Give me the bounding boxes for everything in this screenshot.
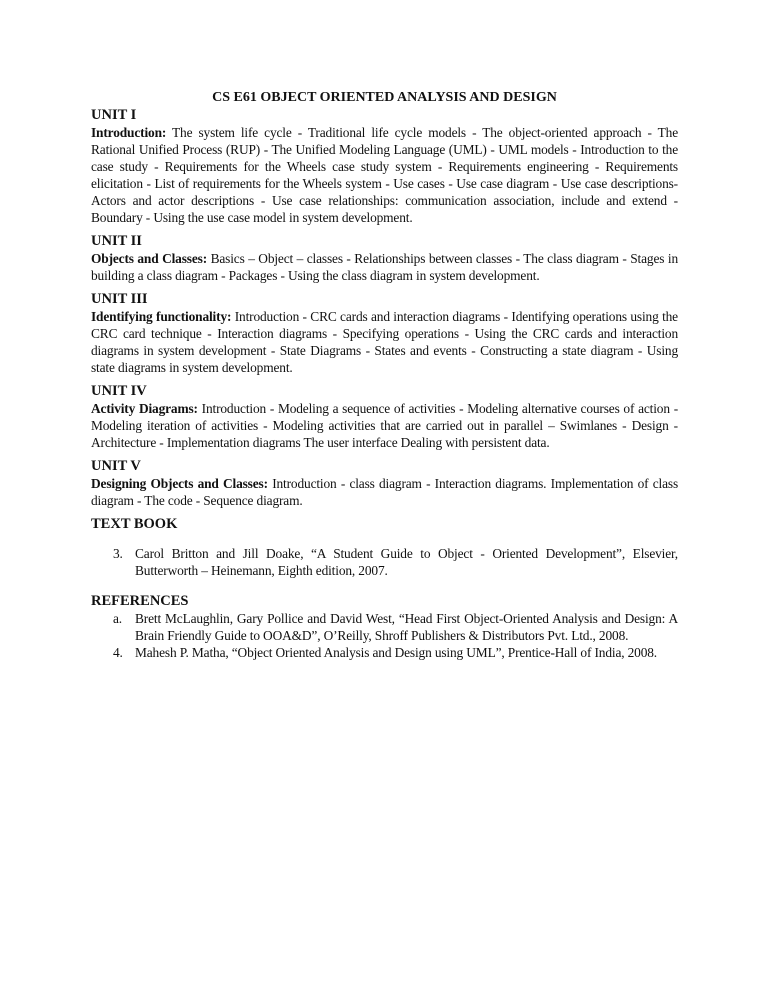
unit-topic: Objects and Classes:	[91, 251, 208, 266]
unit-heading: UNIT II	[91, 233, 142, 249]
unit-1	[91, 107, 678, 226]
list-marker: 4.	[113, 645, 123, 660]
textbook-list	[91, 545, 678, 579]
unit-heading: UNIT IV	[91, 383, 147, 399]
textbook-item	[91, 545, 678, 579]
unit-content: The system life cycle - Traditional life cycle models - The object-oriented approach - The Rational Unified Process (RUP) - The Unified Modeling Language (UML) - UML models - Introduction to the case study - Requirements for the Wheels case study system - Requirements engineering - Requirements elicitation - List of requirements for the Wheels system - Use cases - Use case diagram - Use case descriptions- Actors and actor descriptions - Use case relationships: communication association, include and extend - Boundary - Using the use case model in system development.	[91, 125, 678, 225]
unit-body	[91, 250, 678, 284]
unit-heading: UNIT I	[91, 107, 137, 123]
unit-3	[91, 291, 678, 376]
references-section	[91, 593, 678, 661]
unit-topic: Identifying functionality:	[91, 309, 232, 324]
unit-heading: UNIT V	[91, 458, 141, 474]
syllabus-page	[91, 89, 678, 661]
unit-body	[91, 475, 678, 509]
list-marker: a.	[113, 611, 122, 626]
unit-content: Basics – Object – classes - Relationships between classes - The class diagram - Stages in building a class diagram - Packages - Using the class diagram in system development.	[91, 251, 678, 283]
reference-citation: Mahesh P. Matha, “Object Oriented Analysis and Design using UML”, Prentice-Hall of India, 2008.	[135, 645, 658, 660]
reference-citation: Brett McLaughlin, Gary Pollice and David West, “Head First Object-Oriented Analysis and Design: A Brain Friendly Guide to OOA&D”, O’Reilly, Shroff Publishers & Distributors Pvt. Ltd., 2008.	[135, 611, 678, 643]
unit-topic: Activity Diagrams:	[91, 401, 198, 416]
textbook-heading: TEXT BOOK	[91, 516, 178, 532]
unit-body	[91, 308, 678, 376]
unit-body	[91, 400, 678, 451]
references-list	[91, 610, 678, 661]
textbook-section	[91, 516, 678, 579]
unit-heading: UNIT III	[91, 291, 148, 307]
unit-4	[91, 383, 678, 451]
unit-content: Introduction - CRC cards and interaction diagrams - Identifying operations using the CRC card technique - Interaction diagrams - Specifying operations - Using the CRC cards and interaction diagrams in system development - State Diagrams - States and events - Constructing a state diagram - Using state diagrams in system development.	[91, 309, 678, 375]
unit-5	[91, 458, 678, 509]
list-marker: 3.	[113, 546, 123, 561]
reference-item	[91, 610, 678, 644]
unit-topic: Introduction:	[91, 125, 167, 140]
unit-content: Introduction - class diagram - Interaction diagrams. Implementation of class diagram - The code - Sequence diagram.	[91, 476, 679, 508]
unit-content: Introduction - Modeling a sequence of activities - Modeling alternative courses of action - Modeling iteration of activities - Modeling activities that are carried out in parallel – Swimlanes - Design - Architecture - Implementation diagrams The user interface Dealing with persistent data.	[91, 401, 678, 450]
reference-item	[91, 644, 678, 661]
unit-2	[91, 233, 678, 284]
textbook-citation: Carol Britton and Jill Doake, “A Student Guide to Object - Oriented Development”, Elsevier, Butterworth – Heinemann, Eighth edition, 2007.	[135, 546, 678, 578]
references-heading: REFERENCES	[91, 593, 189, 609]
document-title: CS E61 OBJECT ORIENTED ANALYSIS AND DESIGN	[212, 90, 557, 105]
unit-body	[91, 124, 678, 226]
unit-topic: Designing Objects and Classes:	[91, 476, 268, 491]
